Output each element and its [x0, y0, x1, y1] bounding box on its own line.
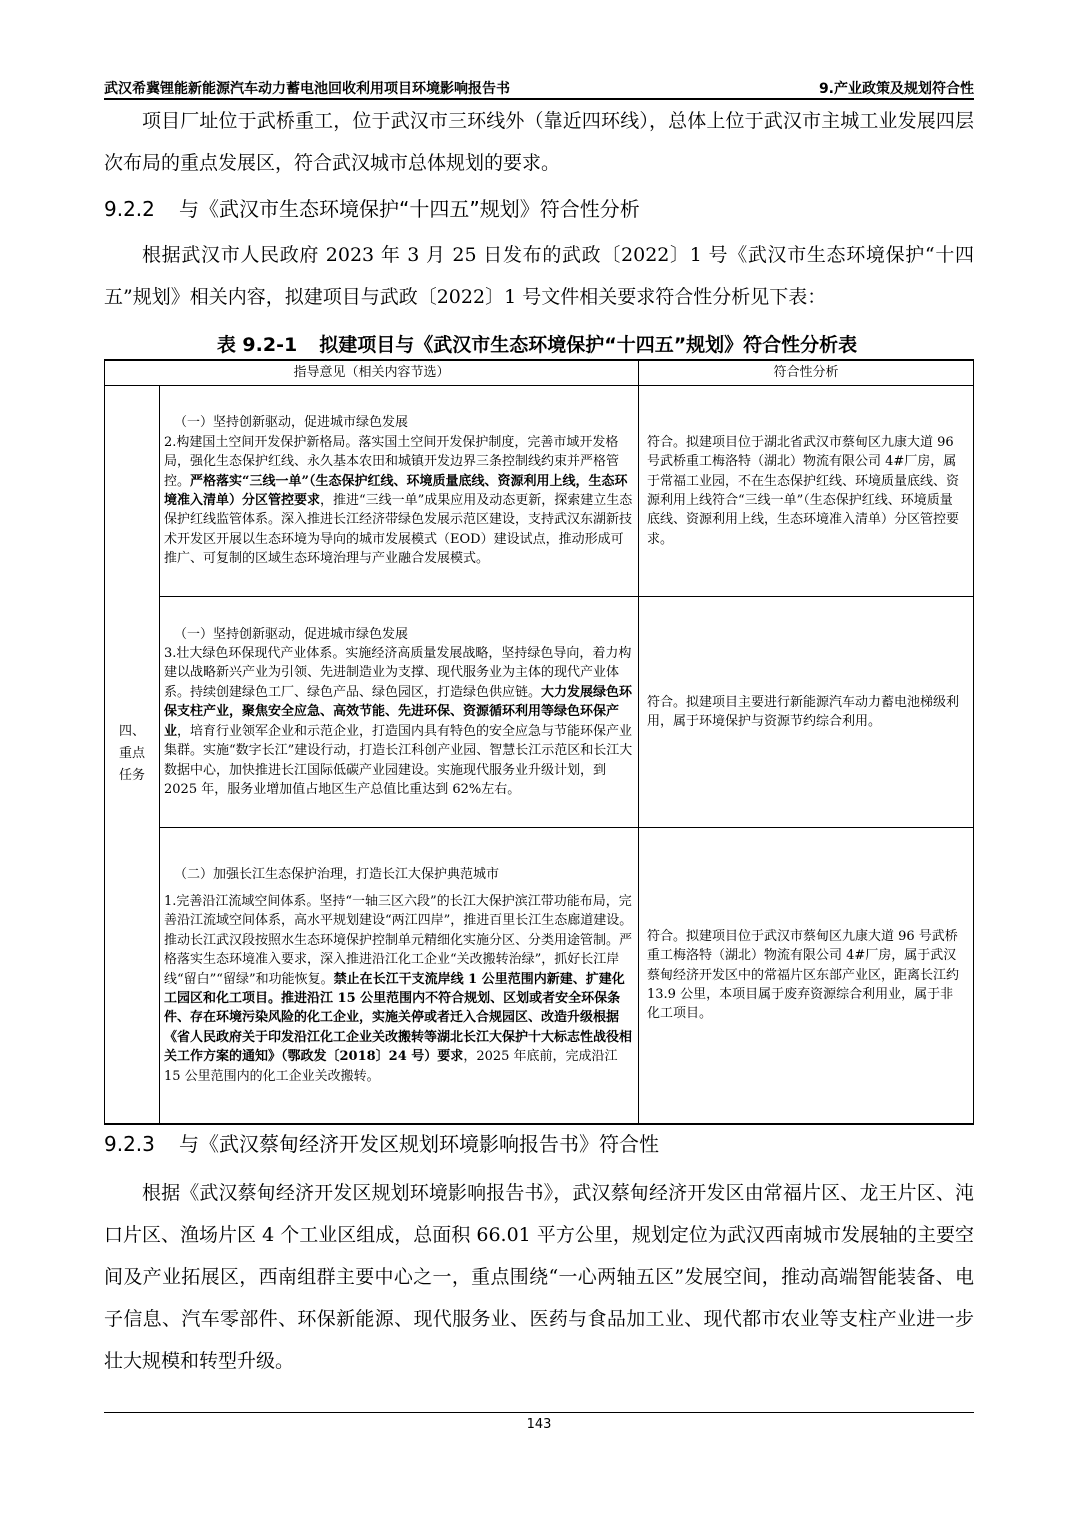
column-header-compliance: 符合性分析 — [639, 360, 974, 386]
page-header — [104, 76, 974, 100]
compliance-text: 符合。拟建项目位于湖北省武汉市蔡甸区九康大道 96 号武桥重工梅洛特（湖北）物流有限公司 4#厂房，属于常福工业园，不在生态保护红线、环境质量底线、资源利用上线符合“三线一单”（生态保护红线、环境质量底线、资源利用上线，生态环境准入清单）分区管控要求。 — [647, 434, 960, 547]
paragraph-development-zone: 根据《武汉蔡甸经济开发区规划环境影响报告书》，武汉蔡甸经济开发区由常福片区、龙王片区、沌口片区、渔场片区 4 个工业区组成，总面积 66.01 平方公里，规划定位为武汉西南城市发展轴的主要空间及产业拓展区，西南组群主要中心之一，重点围绕“一心两轴五区”发展空间，推动高端智能装备、电子信息、汽车零部件、环保新能源、现代服务业、医药与食品加工业、现代都市农业等支柱产业进一步壮大规模和转型升级。 — [104, 1182, 974, 1372]
sub-heading: （一）坚持创新驱动，促进城市绿色发展 — [174, 415, 409, 431]
compliance-text: 符合。拟建项目位于武汉市蔡甸区九康大道 96 号武桥重工梅洛特（湖北）物流有限公司 4#厂房，属于武汉蔡甸经济开发区中的常福片区东部产业区，距离长江约 13.9 公里，本项目属于废弃资源综合利用业，属于非化工项目。 — [647, 928, 960, 1022]
compliance-table — [104, 359, 974, 1125]
category-cell — [105, 386, 160, 1124]
guidance-text — [164, 892, 634, 1086]
guidance-text — [164, 433, 634, 569]
compliance-cell — [639, 386, 974, 597]
header-chapter-title: 9.产业政策及规划符合性 — [818, 81, 974, 97]
guidance-text — [164, 644, 634, 799]
guidance-text-part: ，2025 年底前，完成沿江 15 公里范围内的化工企业关改搬转。 — [164, 1049, 618, 1084]
sub-heading: （二）加强长江生态保护治理，打造长江大保护典范城市 — [174, 866, 500, 882]
compliance-text: 符合。拟建项目主要进行新能源汽车动力蓄电池梯级利用，属于环境保护与资源节约综合利用。 — [647, 694, 960, 729]
column-header-guidance: 指导意见（相关内容节选） — [105, 360, 639, 386]
header-report-title: 武汉希冀锂能新能源汽车动力蓄电池回收利用项目环境影响报告书 — [104, 81, 510, 97]
section-title: 与《武汉市生态环境保护“十四五”规划》符合性分析 — [179, 197, 640, 221]
page-number: 143 — [104, 1412, 974, 1432]
section-heading-9-2-2 — [104, 193, 640, 222]
table-row — [105, 828, 974, 1124]
section-heading-9-2-3 — [104, 1128, 659, 1157]
guidance-text-part: 2.构建国土空间开发保护新格局。落实国土空间开发保护制度，完善市域开发格局，强化生态保护红线、永久基本农田和城镇开发边界三条控制线约束并严格管控。 — [164, 434, 620, 489]
guidance-text-bold: 禁止在长江干支流岸线 1 公里范围内新建、扩建化工园区和化工项目。推进沿江 15 公里范围内不符合规划、区划或者安全环保条件、存在环境污染风险的化工企业，实施关停或者迁入合规园区、改造升级根据《省人民政府关于印发沿江化工企业关改搬转等湖北长江大保护十大标志性战役相关工作方案的通知》（鄂政发〔2018〕24 号）要求 — [164, 971, 633, 1065]
guidance-text-part: ，推进“三线一单”成果应用及动态更新，探索建立生态保护红线监管体系。深入推进长江经济带绿色发展示范区建设，支持武汉东湖新技术开发区开展以生态环境为导向的城市发展模式（EOD）建设试点，推动形成可推广、可复制的区域生态环境治理与产业融合发展模式。 — [164, 493, 633, 567]
table-caption-number: 表 9.2-1 — [216, 334, 298, 356]
table-row — [105, 597, 974, 828]
guidance-cell — [160, 828, 639, 1124]
section-number: 9.2.3 — [104, 1132, 155, 1156]
sub-heading: （一）坚持创新驱动，促进城市绿色发展 — [174, 626, 409, 642]
guidance-text-bold: 严格落实“三线一单”（生态保护红线、环境质量底线、资源利用上线，生态环境准入清单）分区管控要求 — [164, 473, 628, 508]
section-title: 与《武汉蔡甸经济开发区规划环境影响报告书》符合性 — [179, 1132, 659, 1156]
guidance-text-part: ，培育行业领军企业和示范企业，打造国内具有特色的安全应急与节能环保产业集群。实施“数字长江”建设行动，打造长江科创产业园、智慧长江示范区和长江大数据中心，加快推进长江国际低碳产业园建设。实施现代服务业升级计划，到 2025 年，服务业增加值占地区生产总值比重达到 62%左右。 — [164, 723, 633, 797]
guidance-text-part: 3.壮大绿色环保现代产业体系。实施经济高质量发展战略，坚持绿色导向，着力构建以战略新兴产业为引领、先进制造业为支撑、现代服务业为主体的现代产业体系。持续创建绿色工厂、绿色产品、绿色园区，打造绿色供应链。 — [164, 646, 632, 700]
section-number: 9.2.2 — [104, 197, 155, 221]
guidance-text-bold: 大力发展绿色环保支柱产业，聚焦安全应急、高效节能、先进环保、资源循环利用等绿色环保产业 — [164, 684, 633, 739]
guidance-text-part: 1.完善沿江流域空间体系。坚持“一轴三区六段”的长江大保护滨江带功能布局，完善沿江流域空间体系，高水平规划建设“两江四岸”，推进百里长江生态廊道建设。推动长江武汉段按照水生态环境保护控制单元精细化实施分区、分类用途管制。严格落实生态环境准入要求，深入推进沿江化工企业“关改搬转治绿”，抓好长江岸线“留白”“留绿”和功能恢复。 — [164, 893, 633, 987]
paragraph-site-location: 项目厂址位于武桥重工，位于武汉市三环线外（靠近四环线），总体上位于武汉市主城工业发展四层次布局的重点发展区，符合武汉城市总体规划的要求。 — [104, 110, 974, 174]
table-caption-title: 拟建项目与《武汉市生态环境保护“十四五”规划》符合性分析表 — [319, 334, 858, 356]
compliance-cell — [639, 828, 974, 1124]
paragraph-table-intro: 根据武汉市人民政府 2023 年 3 月 25 日发布的武政〔2022〕1 号《武汉市生态环境保护“十四五”规划》相关内容，拟建项目与武政〔2022〕1 号文件相关要求符合性分析见下表： — [104, 244, 974, 308]
table-row — [105, 386, 974, 597]
guidance-cell — [160, 597, 639, 828]
guidance-cell — [160, 386, 639, 597]
category-label: 四、重点任务 — [118, 724, 145, 784]
table-caption — [0, 330, 1074, 357]
compliance-cell — [639, 597, 974, 828]
